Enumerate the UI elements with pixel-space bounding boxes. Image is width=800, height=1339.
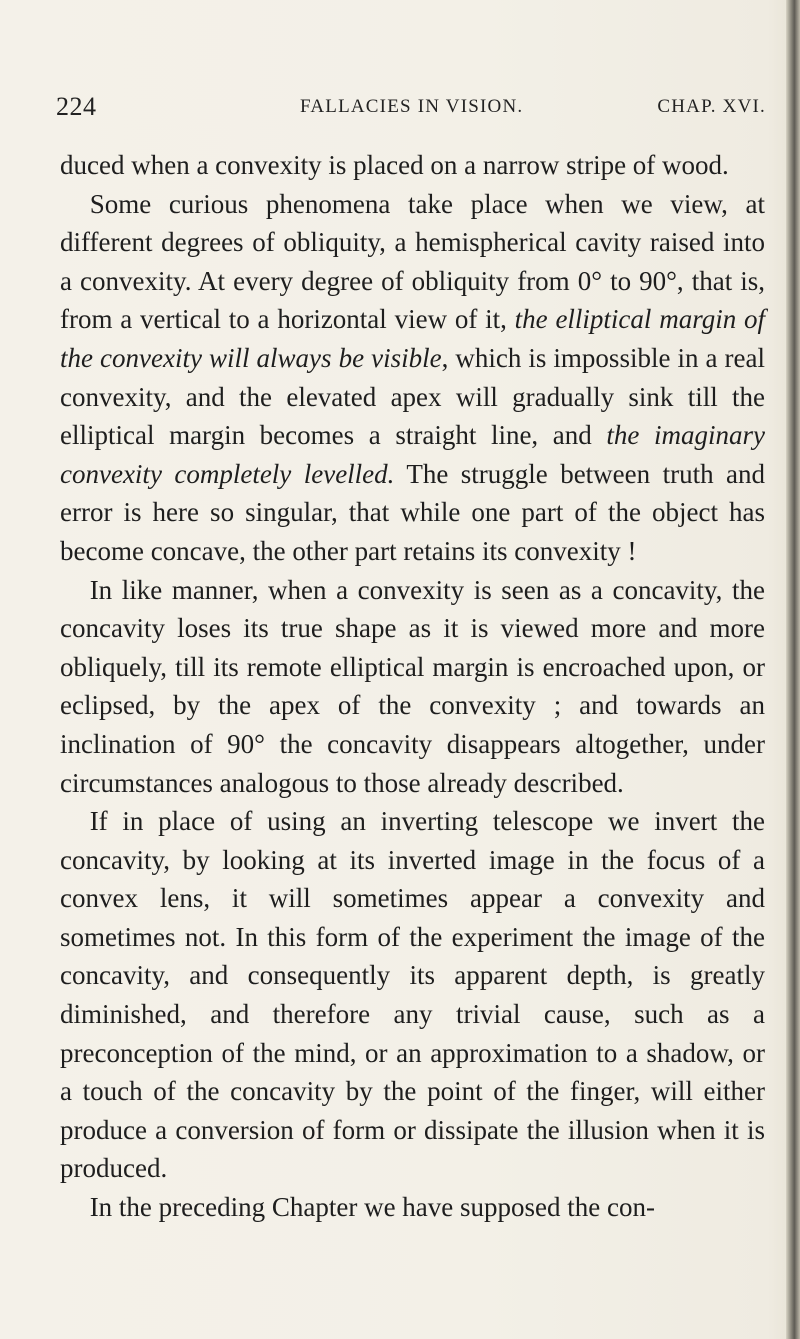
text-segment: Some curious phenomena take place when we view, at different degrees of obliquity, a hemispherical cavity raised into a convexity. At every degree of obliquity from 0° to 90°, that is, from a vertical to a horizontal view of it, (60, 188, 765, 335)
text-segment: , which is impossible in a real convexity, and the elevated apex will gradually sink till the elliptical margin becomes a straight line, and (60, 342, 765, 451)
paragraph (60, 802, 765, 1188)
paragraph (60, 571, 765, 803)
text-segment: In the preceding Chapter we have supposed the con- (89, 1192, 655, 1223)
text-segment: duced when a convexity is placed on a narrow stripe of wood. (60, 150, 729, 180)
paragraph (60, 1188, 765, 1227)
text-segment: If in place of using an inverting telescope we invert the concavity, by looking at its inverted image in the focus of a convex lens, it will sometimes appear a convexity and sometimes not. In this form of the experiment the image of the concavity, and consequently its apparent depth, is greatly diminished, and therefore any trivial cause, such as a preconception of the mind, or an approximation to a shadow, or a touch of the concavity by the point of the finger, will either produce a conversion of form or dissipate the illusion when it is produced. (60, 806, 765, 1184)
paragraph (60, 185, 765, 571)
running-title: FALLACIES IN VISION. (300, 96, 524, 117)
italic-text-segment: the imaginary convexity completely levelled. (60, 420, 765, 489)
page-number: 224 (56, 92, 97, 121)
running-head (56, 92, 766, 124)
body-text (60, 146, 765, 1227)
italic-text-segment: the elliptical margin of the convexity will always be visible (60, 304, 766, 373)
text-segment: In like manner, when a convexity is seen as a concavity, the concavity loses its true shape as it is viewed more and more obliquely, till its remote elliptical margin is encroached upon, or eclipsed, by the apex of the convexity ; and towards an inclination of 90° the concavity disappears altogether, under circumstances analogous to those already described. (60, 574, 765, 798)
page-edge-shadow (786, 0, 800, 1339)
chapter-label: CHAP. XVI. (657, 96, 766, 117)
text-segment: The struggle between truth and error is here so singular, that while one part of the object has become concave, the other part retains its convexity ! (60, 458, 765, 566)
paragraph (60, 146, 765, 185)
